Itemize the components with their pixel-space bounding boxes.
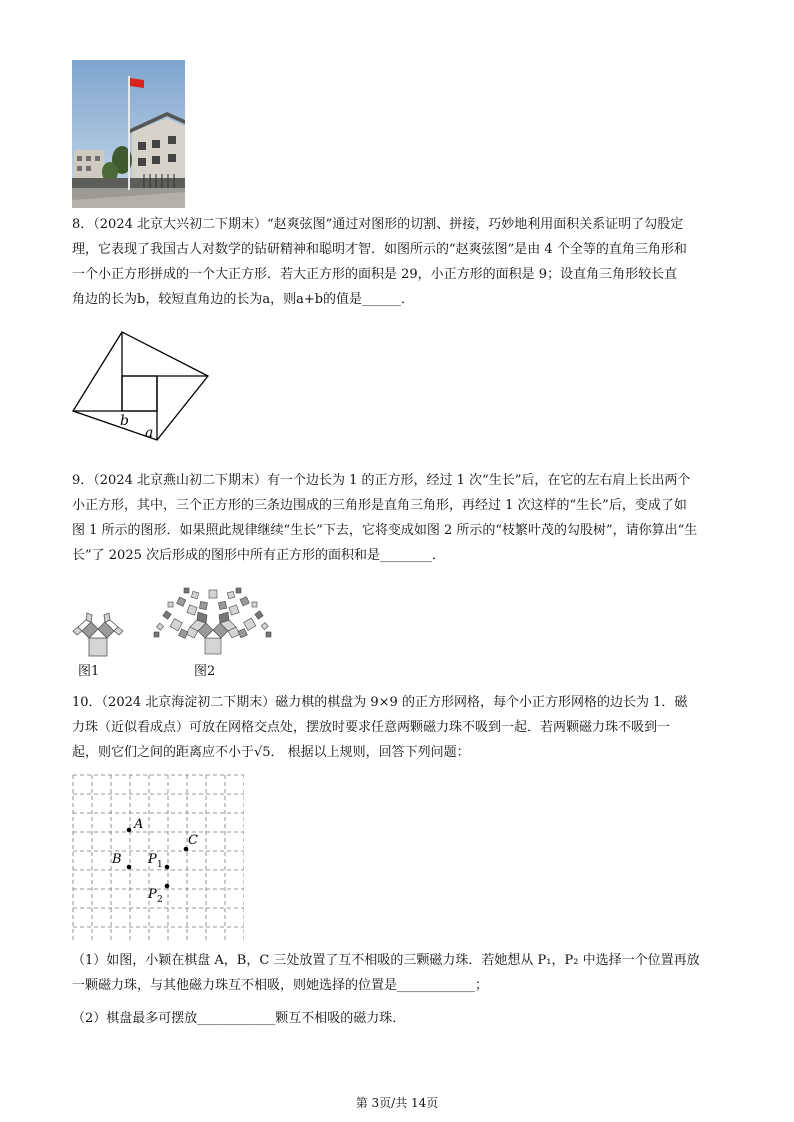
q10-sub1-line-1: （1）如图，小颖在棋盘 A，B，C 三处放置了互不相吸的三颗磁力珠．若她想从 P₁，P₂ 中选择一个位置再放 <box>72 953 700 968</box>
point-B-dot <box>127 865 132 870</box>
q9-line-4: 长”了 2025 次后形成的图形中所有正方形的面积和是________． <box>72 548 445 563</box>
q10-sub1-line-2: 一颗磁力珠，与其他磁力珠互不相吸，则她选择的位置是____________； <box>72 978 489 993</box>
q8-line-1: 8．（2024 北京大兴初二下期末）“赵爽弦图”通过对图形的切割、拼接，巧妙地利用面积关系证明了勾股定 <box>72 217 684 232</box>
pythagoras-tree-fig2 <box>150 586 275 665</box>
q10-line-2: 力珠（近似看成点）可放在网格交点处，摆放时要求任意两颗磁力珠不吸到一起．若两颗磁力珠不吸到一 <box>72 720 671 735</box>
page-footer: 第 3页/共 14页 <box>355 1096 439 1110</box>
q10-line-1: 10．（2024 北京海淀初二下期末）磁力棋的棋盘为 9×9 的正方形网格，每个小正方形网格的边长为 1．磁 <box>72 695 688 710</box>
q9-line-3: 图 1 所示的图形．如果照此规律继续“生长”下去，它将变成如图 2 所示的“枝繁叶茂的勾股树”，请你算出“生 <box>72 523 698 538</box>
point-P2-subscript: 2 <box>157 895 163 905</box>
point-P2-dot <box>165 884 170 889</box>
q9-line-1: 9．（2024 北京燕山初二下期末）有一个边长为 1 的正方形，经过 1 次“生长”后，在它的左右肩上长出两个 <box>72 473 691 488</box>
q10-sub2-line: （2）棋盘最多可摆放____________颗互不相吸的磁力珠． <box>72 1011 406 1026</box>
point-P1-label: P <box>148 852 157 867</box>
point-B-label: B <box>112 852 122 867</box>
question-9 <box>72 468 732 568</box>
q8-line-2: 理，它表现了我国古人对数学的钻研精神和聪明才智．如图所示的“赵爽弦图”是由 4 个全等的直角三角形和 <box>72 242 687 257</box>
question-10 <box>72 690 732 765</box>
magnet-chess-board <box>72 774 244 946</box>
pythagoras-tree-fig1 <box>70 600 126 664</box>
flagpole-photo <box>72 60 185 208</box>
q10-sub1 <box>72 948 732 998</box>
point-C-label: C <box>188 833 198 848</box>
point-A-dot <box>127 828 132 833</box>
zhao-shuang-figure <box>70 330 215 446</box>
q10-line-3: 起，则它们之间的距离应不小于√5． 根据以上规则，回答下列问题： <box>72 745 470 760</box>
point-P1-dot <box>165 865 170 870</box>
point-A-label: A <box>134 817 144 832</box>
q9-line-2: 小正方形，其中，三个正方形的三条边围成的三角形是直角三角形，再经过 1 次这样的“生长”后，变成了如 <box>72 498 687 513</box>
point-P2-label: P <box>148 887 157 902</box>
fig2-caption: 图2 <box>194 664 216 679</box>
point-P1-subscript: 1 <box>157 860 163 870</box>
q10-sub2 <box>72 1006 732 1031</box>
fig1-caption: 图1 <box>78 664 100 679</box>
label-b: b <box>120 413 129 429</box>
label-a: a <box>145 425 154 441</box>
q8-line-4: 角边的长为b，较短直角边的长为a，则a+b的值是______． <box>72 292 415 307</box>
q8-line-3: 一个小正方形拼成的一个大正方形．若大正方形的面积是 29，小正方形的面积是 9；设直角三角形较长直 <box>72 267 678 282</box>
question-8 <box>72 212 732 312</box>
